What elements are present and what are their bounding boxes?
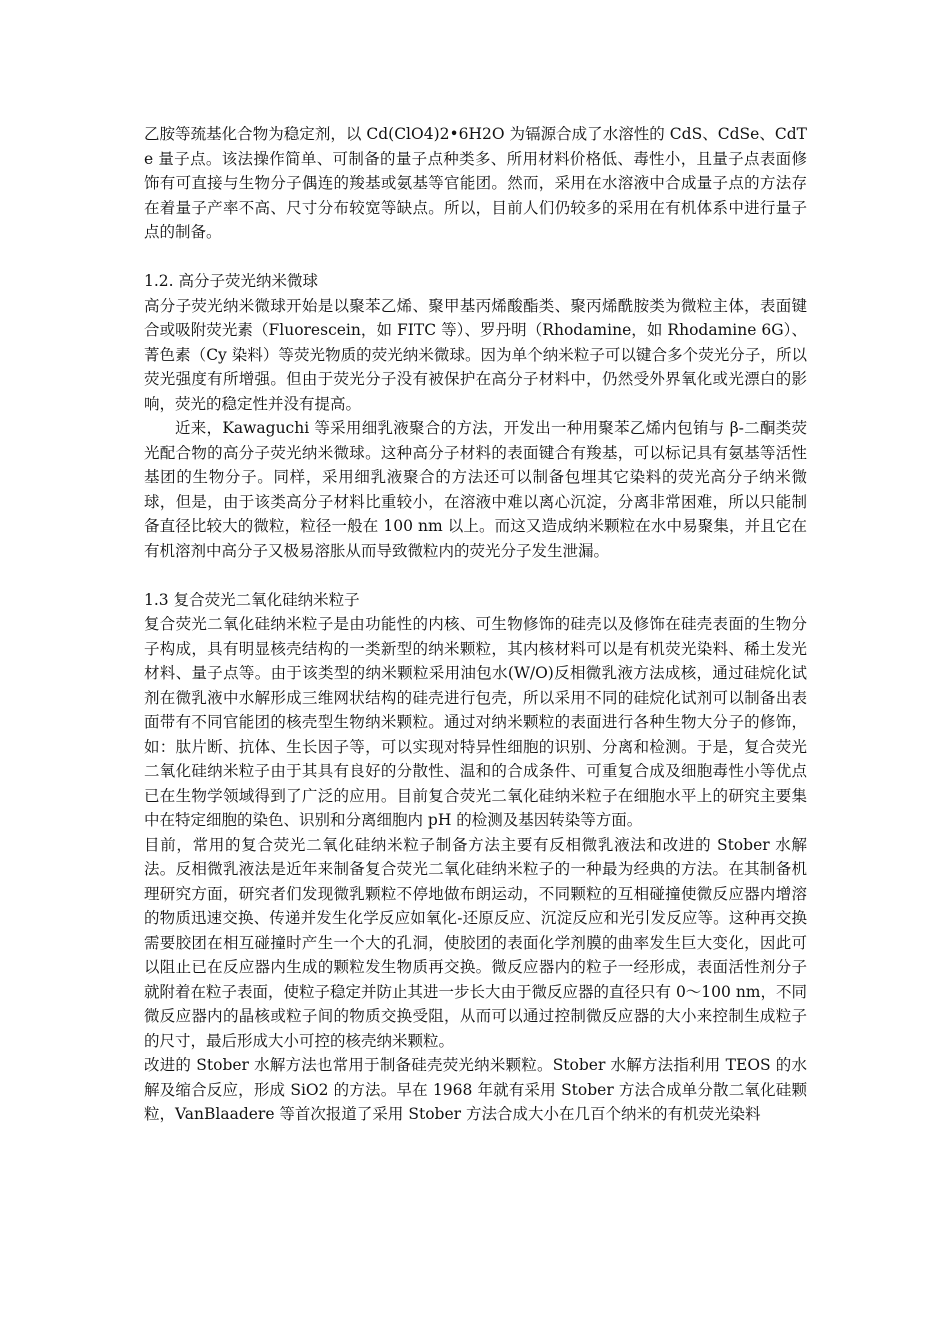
section-heading-1-2: 1.2. 高分子荧光纳米微球 (144, 272, 319, 290)
paragraph: 近来，Kawaguchi 等采用细乳液聚合的方法，开发出一种用聚苯乙烯内包铕与 β-二酮类荧光配合物的高分子荧光纳米微球。这种高分子材料的表面键合有羧基，可以标记具有氨基等活性基团的生物分子。同样，采用细乳液聚合的方法还可以制备包埋其它染料的荧光高分子纳米微球，但是，由于该类高分子材料比重较小，在溶液中难以离心沉淀，分离非常困难，所以只能制备直径比较大的微粒，粒径一般在 100 nm 以上。而这又造成纳米颗粒在水中易聚集，并且它在有机溶剂中高分子又极易溶胀从而导致微粒内的荧光分子发生泄漏。 (144, 419, 807, 560)
paragraph: 改进的 Stober 水解方法也常用于制备硅壳荧光纳米颗粒。Stober 水解方法指利用 TEOS 的水解及缩合反应，形成 SiO2 的方法。早在 1968 年就有采用 Stober 方法合成单分散二氧化硅颗粒，VanBlaadere 等首次报道了采用 Stober 方法合成大小在几百个纳米的有机荧光染料 (144, 1056, 807, 1123)
intro-paragraph: 乙胺等巯基化合物为稳定剂，以 Cd(ClO4)2•6H2O 为镉源合成了水溶性的 CdS、CdSe、CdTe 量子点。该法操作简单、可制备的量子点种类多、所用材料价格低、毒性小，且量子点表面修饰有可直接与生物分子偶连的羧基或氨基等官能团。然而，采用在水溶液中合成量子点的方法存在着量子产率不高、尺寸分布较宽等缺点。所以，目前人们仍较多的采用在有机体系中进行量子点的制备。 (144, 125, 807, 241)
paragraph: 高分子荧光纳米微球开始是以聚苯乙烯、聚甲基丙烯酸酯类、聚丙烯酰胺类为微粒主体，表面键合或吸附荧光素（Fluorescein，如 FITC 等）、罗丹明（Rhodamine，如 Rhodamine 6G）、菁色素（Cy 染料）等荧光物质的荧光纳米微球。因为单个纳米粒子可以键合多个荧光分子，所以荧光强度有所增强。但由于荧光分子没有被保护在高分子材料中，仍然受外界氧化或光漂白的影响，荧光的稳定性并没有提高。 (144, 296, 807, 413)
paragraph: 目前，常用的复合荧光二氧化硅纳米粒子制备方法主要有反相微乳液法和改进的 Stober 水解法。反相微乳液法是近年来制备复合荧光二氧化硅纳米粒子的一种最为经典的方法。在其制备机理研究方面，研究者们发现微乳颗粒不停地做布朗运动，不同颗粒的互相碰撞使微反应器内增溶的物质迅速交换、传递并发生化学反应如氧化-还原反应、沉淀反应和光引发反应等。这种再交换需要胶团在相互碰撞时产生一个大的孔洞，使胶团的表面化学剂膜的曲率发生巨大变化，因此可以阻止已在反应器内生成的颗粒发生物质再交换。微反应器内的粒子一经形成，表面活性剂分子就附着在粒子表面，使粒子稳定并防止其进一步长大由于微反应器的直径只有 0～100 nm，不同微反应器内的晶核或粒子间的物质交换受阻，从而可以通过控制微反应器的大小来控制生成粒子的尺寸，最后形成大小可控的核壳纳米颗粒。 (144, 835, 807, 1050)
document-body (144, 122, 807, 1127)
section-spacer (144, 245, 807, 270)
section-heading-1-3: 1.3 复合荧光二氧化硅纳米粒子 (144, 590, 360, 609)
paragraph: 复合荧光二氧化硅纳米粒子是由功能性的内核、可生物修饰的硅壳以及修饰在硅壳表面的生物分子构成，具有明显核壳结构的一类新型的纳米颗粒，其内核材料可以是有机荧光染料、稀土发光材料、量子点等。由于该类型的纳米颗粒采用油包水(W/O)反相微乳液方法成核，通过硅烷化试剂在微乳液中水解形成三维网状结构的硅壳进行包壳，所以采用不同的硅烷化试剂可以制备出表面带有不同官能团的核壳型生物纳米颗粒。通过对纳米颗粒的表面进行各种生物大分子的修饰，如：肽片断、抗体、生长因子等，可以实现对特异性细胞的识别、分离和检测。于是，复合荧光二氧化硅纳米粒子由于其具有良好的分散性、温和的合成条件、可重复合成及细胞毒性小等优点已在生物学领域得到了广泛的应用。目前复合荧光二氧化硅纳米粒子在细胞水平上的研究主要集中在特定细胞的染色、识别和分离细胞内 pH 的检测及基因转染等方面。 (144, 615, 807, 829)
section-spacer (144, 563, 807, 588)
